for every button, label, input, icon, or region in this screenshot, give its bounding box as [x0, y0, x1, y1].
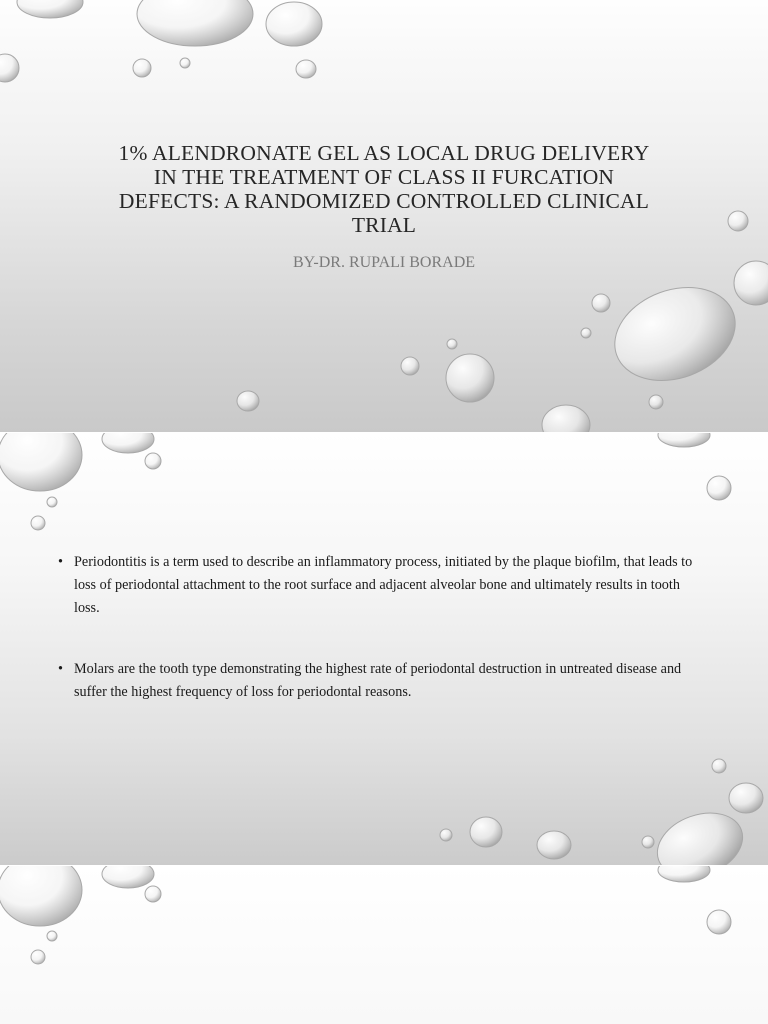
- bullet-marker: •: [58, 554, 63, 570]
- water-drop: [0, 866, 82, 926]
- slide-subtitle: BY-DR. RUPALI BORADE: [292, 254, 476, 271]
- water-drop: [31, 516, 45, 530]
- water-drop: [102, 433, 154, 453]
- water-drop: [734, 261, 768, 305]
- water-drop: [47, 931, 57, 941]
- water-drop: [237, 391, 259, 411]
- water-drop: [658, 433, 710, 447]
- water-drop: [729, 783, 763, 813]
- water-drop: [401, 357, 419, 375]
- water-drop: [296, 60, 316, 78]
- water-drop: [446, 354, 494, 402]
- water-drop: [649, 395, 663, 409]
- bullet-text: Molars are the tooth type demonstrating the highest rate of periodontal destruction in untreated disease and suffer the highest frequency of loss for periodontal reasons.: [74, 661, 682, 700]
- list-item: [58, 551, 708, 620]
- bullet-text: Periodontitis is a term used to describe an inflammatory process, initiated by the plaque biofilm, that leads to loss of periodontal attachment to the root surface and adjacent alveolar bone and ultimately results in tooth loss.: [74, 554, 693, 616]
- water-drop: [133, 59, 151, 77]
- water-drop: [602, 271, 749, 396]
- water-drop: [648, 802, 751, 865]
- title-slide: [0, 0, 768, 432]
- water-drop: [180, 58, 190, 68]
- water-drop: [31, 950, 45, 964]
- bullet-marker: •: [58, 661, 63, 677]
- water-drop: [17, 0, 83, 18]
- water-drop: [642, 836, 654, 848]
- slide-title: 1% ALENDRONATE GEL AS LOCAL DRUG DELIVERY IN THE TREATMENT OF CLASS II FURCATION DEFECTS: A RANDOMIZED CONTROLLED CLINICAL TRIAL: [118, 141, 650, 237]
- list-item: [58, 658, 708, 704]
- water-drop: [537, 831, 571, 859]
- water-drop: [728, 211, 748, 231]
- water-drop: [470, 817, 502, 847]
- bullet-list: [58, 551, 708, 742]
- water-drop: [447, 339, 457, 349]
- water-drop: [581, 328, 591, 338]
- water-drop: [266, 2, 322, 46]
- water-drop: [47, 497, 57, 507]
- content-slide: [0, 433, 768, 865]
- water-drop: [145, 453, 161, 469]
- water-drop: [592, 294, 610, 312]
- water-drop: [0, 433, 82, 491]
- water-drop: [102, 866, 154, 888]
- water-drop: [145, 886, 161, 902]
- water-drop: [658, 866, 710, 882]
- water-drop: [0, 54, 19, 82]
- water-drop: [440, 829, 452, 841]
- water-drop: [712, 759, 726, 773]
- water-drop: [542, 405, 590, 432]
- water-drops-decoration: [0, 866, 768, 1024]
- water-drop: [707, 910, 731, 934]
- partial-slide: [0, 866, 768, 1024]
- water-drop: [707, 476, 731, 500]
- water-drop: [137, 0, 253, 46]
